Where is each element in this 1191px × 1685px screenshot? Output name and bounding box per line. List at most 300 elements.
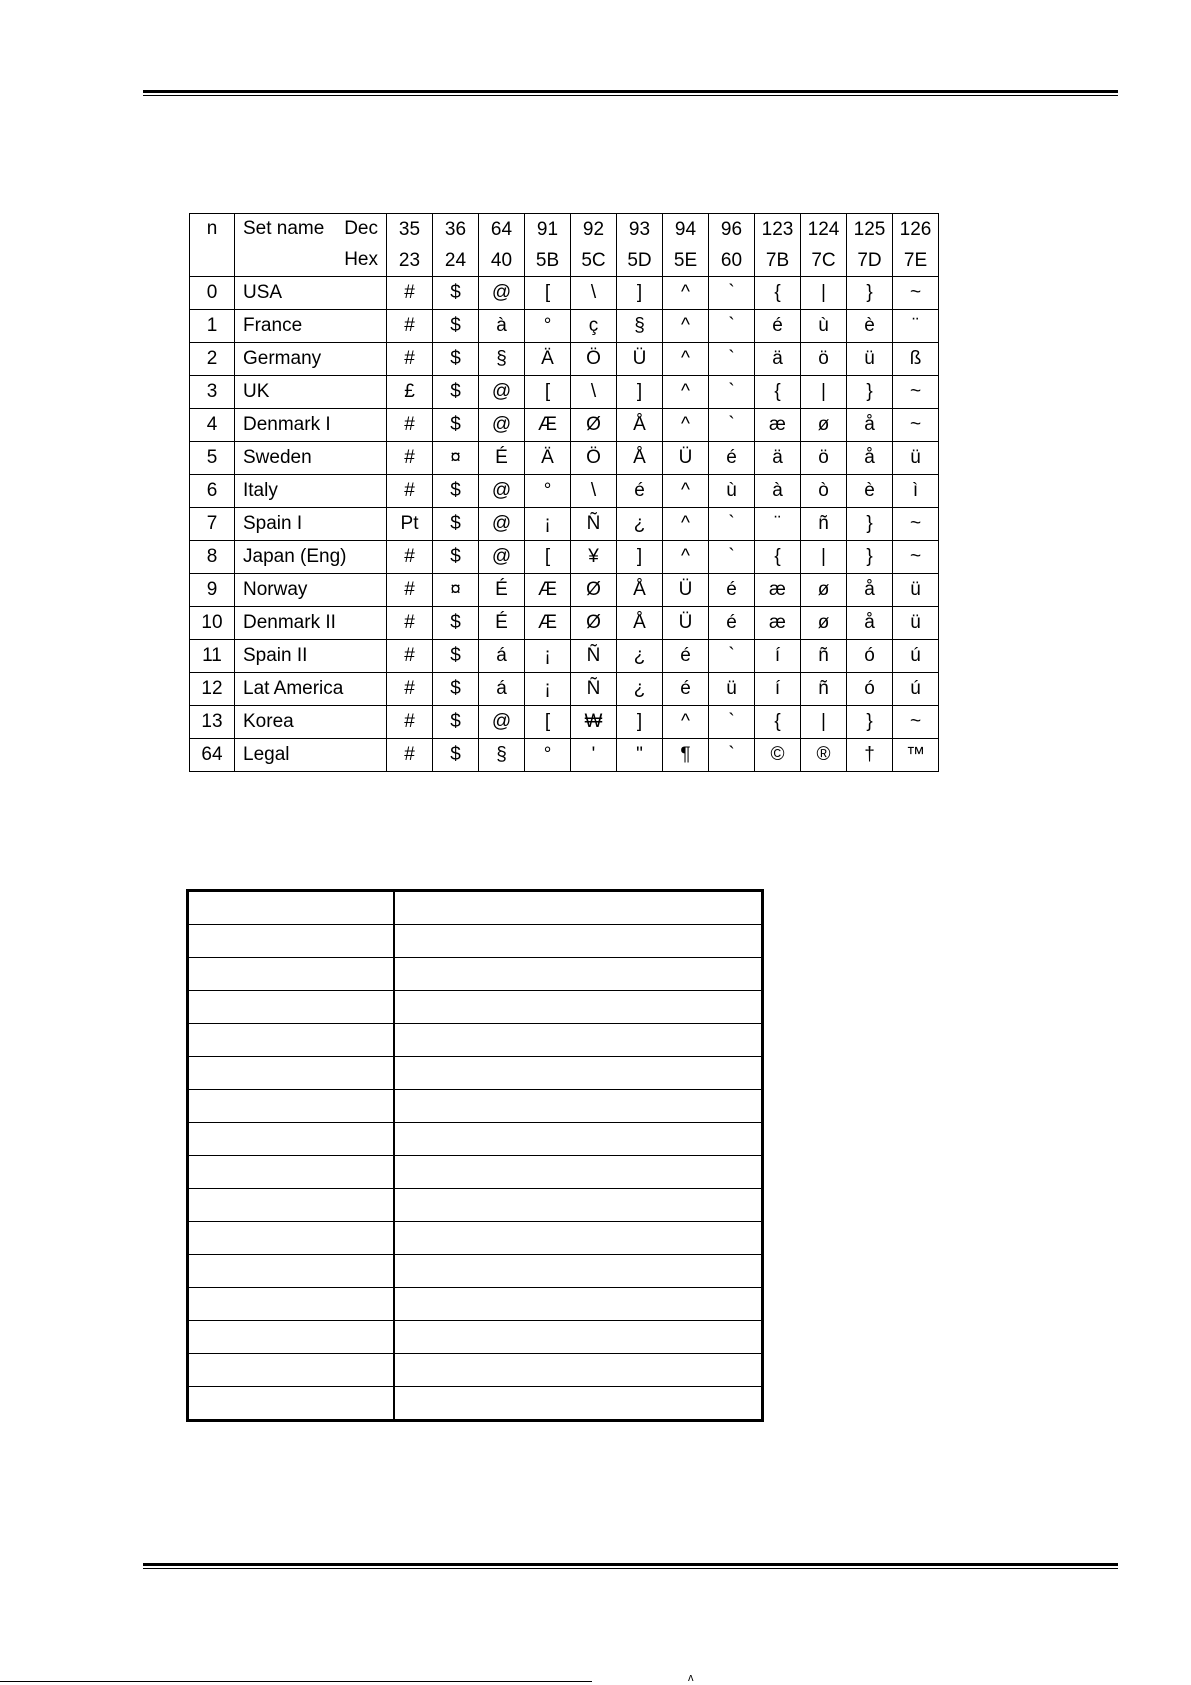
blank-cell (188, 891, 395, 925)
char-cell: Ø (571, 607, 617, 640)
char-cell: Ä (525, 343, 571, 376)
char-cell: [ (525, 541, 571, 574)
char-cell: ] (617, 706, 663, 739)
charset-row (190, 343, 939, 376)
char-cell: ü (847, 343, 893, 376)
blank-cell (394, 958, 763, 991)
set-name: Denmark I (235, 409, 387, 442)
n-header-label: n (206, 218, 218, 239)
char-cell: { (755, 706, 801, 739)
char-cell: # (387, 574, 433, 607)
char-cell: ~ (893, 508, 939, 541)
char-cell: ä (755, 442, 801, 475)
blank-cell (188, 1090, 395, 1123)
char-cell: ç (571, 310, 617, 343)
blank-grid-table (186, 889, 764, 1422)
dec-code: 125 (853, 219, 886, 240)
char-cell: í (755, 640, 801, 673)
set-name: Legal (235, 739, 387, 772)
blank-row (188, 925, 763, 958)
char-cell: ^ (663, 376, 709, 409)
char-cell: ^ (663, 409, 709, 442)
dec-code: 64 (490, 219, 513, 240)
char-cell: { (755, 541, 801, 574)
char-cell: Å (617, 409, 663, 442)
hex-header-label: Hex (344, 249, 378, 270)
set-number: 6 (190, 475, 235, 508)
char-cell: å (847, 409, 893, 442)
blank-cell (188, 1156, 395, 1189)
char-cell: $ (433, 343, 479, 376)
blank-row (188, 1090, 763, 1123)
char-cell: ø (801, 574, 847, 607)
char-cell: # (387, 640, 433, 673)
set-number: 5 (190, 442, 235, 475)
blank-row (188, 1321, 763, 1354)
char-cell: @ (479, 376, 525, 409)
char-cell: ¨ (755, 508, 801, 541)
dec-code: 124 (807, 219, 840, 240)
dec-code: 35 (398, 219, 421, 240)
char-cell: $ (433, 607, 479, 640)
char-cell: ò (801, 475, 847, 508)
hex-code: 5C (581, 250, 606, 271)
char-cell: ' (571, 739, 617, 772)
char-cell: ™ (893, 739, 939, 772)
char-cell: $ (433, 409, 479, 442)
char-cell: ¿ (617, 640, 663, 673)
char-cell: Ö (571, 343, 617, 376)
char-cell: Ä (525, 442, 571, 475)
blank-row (188, 1024, 763, 1057)
char-cell: Ñ (571, 508, 617, 541)
hex-code: 5E (673, 250, 698, 271)
char-cell: ì (893, 475, 939, 508)
set-number: 1 (190, 310, 235, 343)
char-cell: Ü (663, 607, 709, 640)
dec-code: 123 (761, 219, 794, 240)
code-column-header (479, 214, 525, 277)
char-cell: Ü (663, 574, 709, 607)
set-number: 3 (190, 376, 235, 409)
char-cell: ¡ (525, 673, 571, 706)
blank-row (188, 1255, 763, 1288)
char-cell: @ (479, 508, 525, 541)
blank-row (188, 1354, 763, 1387)
blank-cell (394, 925, 763, 958)
dec-header-label: Dec (344, 218, 378, 239)
char-cell: ó (847, 640, 893, 673)
char-cell: Å (617, 442, 663, 475)
char-cell: å (847, 442, 893, 475)
char-cell: Ö (571, 442, 617, 475)
code-column-header (755, 214, 801, 277)
code-column-header (387, 214, 433, 277)
char-cell: é (663, 640, 709, 673)
blank-cell (188, 1189, 395, 1222)
char-cell: ù (709, 475, 755, 508)
char-cell: # (387, 310, 433, 343)
char-cell: ó (847, 673, 893, 706)
char-cell: é (617, 475, 663, 508)
char-cell: Æ (525, 574, 571, 607)
char-cell: ^ (663, 508, 709, 541)
blank-cell (188, 1024, 395, 1057)
char-cell: $ (433, 640, 479, 673)
char-cell: Pt (387, 508, 433, 541)
char-cell: } (847, 277, 893, 310)
char-cell: } (847, 508, 893, 541)
set-number: 2 (190, 343, 235, 376)
dec-code: 126 (899, 219, 932, 240)
hex-code: 40 (490, 250, 513, 271)
hex-code: 7C (811, 250, 836, 271)
blank-cell (188, 1255, 395, 1288)
blank-row (188, 1288, 763, 1321)
char-cell: é (755, 310, 801, 343)
blank-row (188, 1123, 763, 1156)
charset-row (190, 310, 939, 343)
hex-code: 7B (765, 250, 790, 271)
char-cell: ~ (893, 409, 939, 442)
char-cell: ø (801, 607, 847, 640)
char-cell: å (847, 607, 893, 640)
code-column-header (433, 214, 479, 277)
char-cell: Æ (525, 409, 571, 442)
char-cell: æ (755, 574, 801, 607)
blank-row (188, 958, 763, 991)
char-cell: | (801, 706, 847, 739)
set-number: 64 (190, 739, 235, 772)
char-cell: ù (801, 310, 847, 343)
char-cell: ¨ (893, 310, 939, 343)
blank-row (188, 1156, 763, 1189)
code-column-header (709, 214, 755, 277)
charset-row (190, 442, 939, 475)
char-cell: ¿ (617, 673, 663, 706)
code-column-header (663, 214, 709, 277)
blank-cell (188, 958, 395, 991)
char-cell: ¶ (663, 739, 709, 772)
code-column-header (571, 214, 617, 277)
char-cell: ö (801, 343, 847, 376)
charset-row (190, 673, 939, 706)
char-cell: ¤ (433, 442, 479, 475)
char-cell: # (387, 409, 433, 442)
char-cell: $ (433, 541, 479, 574)
blank-cell (394, 1321, 763, 1354)
char-cell: ] (617, 541, 663, 574)
code-column-header (893, 214, 939, 277)
char-cell: ¡ (525, 640, 571, 673)
charset-body (190, 277, 939, 772)
charset-row (190, 475, 939, 508)
char-cell: } (847, 541, 893, 574)
set-number: 8 (190, 541, 235, 574)
header-rule (143, 90, 1118, 96)
set-name: UK (235, 376, 387, 409)
char-cell: $ (433, 706, 479, 739)
char-cell: @ (479, 541, 525, 574)
blank-cell (188, 925, 395, 958)
charset-row (190, 409, 939, 442)
char-cell: ^ (663, 541, 709, 574)
char-cell: ] (617, 277, 663, 310)
char-cell: ú (893, 640, 939, 673)
footer-mark: ᴧ (688, 1672, 694, 1684)
char-cell: ú (893, 673, 939, 706)
char-cell: $ (433, 508, 479, 541)
char-cell: ° (525, 475, 571, 508)
char-cell: ` (709, 541, 755, 574)
blank-row (188, 1057, 763, 1090)
char-cell: @ (479, 277, 525, 310)
charset-row (190, 607, 939, 640)
char-cell: # (387, 475, 433, 508)
set-name: Italy (235, 475, 387, 508)
blank-row (188, 991, 763, 1024)
setname-header (235, 214, 387, 277)
char-cell: # (387, 442, 433, 475)
char-cell: $ (433, 376, 479, 409)
blank-row (188, 891, 763, 925)
blank-row (188, 1387, 763, 1421)
char-cell: [ (525, 376, 571, 409)
set-name: France (235, 310, 387, 343)
char-cell: [ (525, 277, 571, 310)
char-cell: ñ (801, 640, 847, 673)
dec-code: 96 (720, 219, 743, 240)
char-cell: ` (709, 739, 755, 772)
char-cell: ß (893, 343, 939, 376)
blank-cell (188, 1354, 395, 1387)
char-cell: é (663, 673, 709, 706)
char-cell: ö (801, 442, 847, 475)
charset-row (190, 574, 939, 607)
set-name: Spain II (235, 640, 387, 673)
set-number: 7 (190, 508, 235, 541)
char-cell: é (709, 442, 755, 475)
char-cell: ñ (801, 508, 847, 541)
charset-row (190, 706, 939, 739)
char-cell: ~ (893, 706, 939, 739)
char-cell: { (755, 277, 801, 310)
char-cell: æ (755, 409, 801, 442)
char-cell: @ (479, 706, 525, 739)
char-cell: © (755, 739, 801, 772)
blank-cell (188, 1387, 395, 1421)
set-name: Norway (235, 574, 387, 607)
char-cell: Å (617, 574, 663, 607)
char-cell: @ (479, 475, 525, 508)
blank-cell (394, 1156, 763, 1189)
char-cell: Ø (571, 574, 617, 607)
set-name: USA (235, 277, 387, 310)
char-cell: Å (617, 607, 663, 640)
set-number: 11 (190, 640, 235, 673)
blank-cell (394, 1090, 763, 1123)
international-charset-table (189, 213, 939, 772)
set-name: Spain I (235, 508, 387, 541)
char-cell: é (709, 607, 755, 640)
dec-code: 36 (444, 219, 467, 240)
char-cell: É (479, 574, 525, 607)
blank-cell (394, 1123, 763, 1156)
char-cell: § (479, 343, 525, 376)
blank-cell (394, 1387, 763, 1421)
char-cell: è (847, 310, 893, 343)
char-cell: Ø (571, 409, 617, 442)
blank-cell (394, 1189, 763, 1222)
charset-header-row (190, 214, 939, 277)
char-cell: ` (709, 508, 755, 541)
footer-line (0, 1681, 592, 1682)
char-cell: ` (709, 706, 755, 739)
char-cell: | (801, 376, 847, 409)
char-cell: è (847, 475, 893, 508)
set-number: 12 (190, 673, 235, 706)
char-cell: # (387, 277, 433, 310)
char-cell: ¤ (433, 574, 479, 607)
char-cell: ] (617, 376, 663, 409)
char-cell: } (847, 706, 893, 739)
footer-rule (143, 1563, 1118, 1569)
char-cell: É (479, 607, 525, 640)
hex-code: 60 (720, 250, 743, 271)
char-cell: # (387, 673, 433, 706)
char-cell: Æ (525, 607, 571, 640)
char-cell: # (387, 739, 433, 772)
blank-cell (188, 1123, 395, 1156)
set-number: 13 (190, 706, 235, 739)
char-cell: ä (755, 343, 801, 376)
dec-code: 94 (674, 219, 697, 240)
char-cell: à (479, 310, 525, 343)
blank-cell (188, 991, 395, 1024)
code-column-header (847, 214, 893, 277)
blank-row (188, 1189, 763, 1222)
char-cell: ^ (663, 706, 709, 739)
char-cell: # (387, 343, 433, 376)
char-cell: í (755, 673, 801, 706)
dec-code: 92 (582, 219, 605, 240)
set-number: 0 (190, 277, 235, 310)
hex-code: 23 (398, 250, 421, 271)
char-cell: ^ (663, 343, 709, 376)
code-column-header (617, 214, 663, 277)
setname-header-label: Set name (243, 218, 325, 239)
set-name: Lat America (235, 673, 387, 706)
char-cell: \ (571, 277, 617, 310)
char-cell: ` (709, 310, 755, 343)
blank-cell (394, 1255, 763, 1288)
hex-code: 5D (627, 250, 652, 271)
code-column-header (525, 214, 571, 277)
char-cell: @ (479, 409, 525, 442)
charset-row (190, 640, 939, 673)
char-cell: ` (709, 640, 755, 673)
char-cell: Ñ (571, 673, 617, 706)
char-cell: " (617, 739, 663, 772)
char-cell: \ (571, 475, 617, 508)
char-cell: ü (893, 574, 939, 607)
char-cell: ~ (893, 541, 939, 574)
char-cell: ~ (893, 277, 939, 310)
char-cell: ü (893, 442, 939, 475)
char-cell: å (847, 574, 893, 607)
code-column-header (801, 214, 847, 277)
set-number: 10 (190, 607, 235, 640)
dec-code: 91 (536, 219, 559, 240)
char-cell: \ (571, 376, 617, 409)
char-cell: | (801, 541, 847, 574)
blank-cell (394, 991, 763, 1024)
blank-cell (394, 1354, 763, 1387)
char-cell: ~ (893, 376, 939, 409)
char-cell: ^ (663, 475, 709, 508)
hex-code: 24 (444, 250, 467, 271)
blank-cell (394, 1222, 763, 1255)
charset-row (190, 376, 939, 409)
char-cell: ¡ (525, 508, 571, 541)
set-number: 4 (190, 409, 235, 442)
char-cell: § (479, 739, 525, 772)
blank-cell (394, 1057, 763, 1090)
hex-code: 7D (857, 250, 882, 271)
blank-cell (188, 1222, 395, 1255)
char-cell: { (755, 376, 801, 409)
charset-row (190, 277, 939, 310)
hex-code: 5B (535, 250, 560, 271)
char-cell: ¿ (617, 508, 663, 541)
char-cell: } (847, 376, 893, 409)
charset-row (190, 508, 939, 541)
char-cell: $ (433, 277, 479, 310)
char-cell: # (387, 607, 433, 640)
char-cell: ® (801, 739, 847, 772)
char-cell: £ (387, 376, 433, 409)
char-cell: † (847, 739, 893, 772)
char-cell: æ (755, 607, 801, 640)
char-cell: | (801, 277, 847, 310)
n-header (190, 214, 235, 277)
set-name: Korea (235, 706, 387, 739)
dec-code: 93 (628, 219, 651, 240)
set-name: Denmark II (235, 607, 387, 640)
hex-code: 7E (903, 250, 928, 271)
blank-cell (188, 1321, 395, 1354)
char-cell: ₩ (571, 706, 617, 739)
char-cell: ` (709, 277, 755, 310)
charset-row (190, 541, 939, 574)
char-cell: $ (433, 310, 479, 343)
charset-row (190, 739, 939, 772)
char-cell: § (617, 310, 663, 343)
char-cell: Ü (663, 442, 709, 475)
char-cell: é (709, 574, 755, 607)
char-cell: # (387, 706, 433, 739)
blank-cell (394, 891, 763, 925)
set-number: 9 (190, 574, 235, 607)
blank-row (188, 1222, 763, 1255)
set-name: Sweden (235, 442, 387, 475)
blank-cell (394, 1288, 763, 1321)
char-cell: ` (709, 409, 755, 442)
char-cell: ` (709, 343, 755, 376)
char-cell: ñ (801, 673, 847, 706)
char-cell: ^ (663, 310, 709, 343)
char-cell: $ (433, 673, 479, 706)
